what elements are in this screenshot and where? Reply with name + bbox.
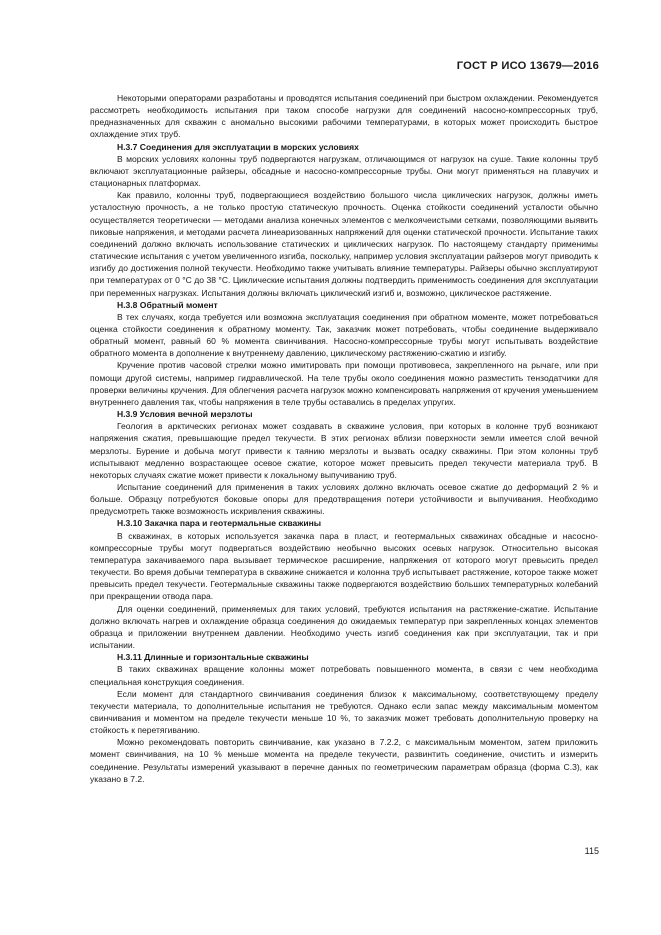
- section-heading: Н.3.7 Соединения для эксплуатации в морских условиях: [117, 141, 359, 152]
- section-heading: Н.3.8 Обратный момент: [117, 299, 218, 310]
- page-number: 115: [584, 846, 599, 856]
- section-heading: Н.3.11 Длинные и горизонтальные скважины: [117, 652, 309, 663]
- paragraph: В скважинах, в которых используется закачка пара в пласт, и геотермальных скважинах обсадные и насосно-компрессорные трубы могут подвергаться воздействию необычно высоких осевых нагрузок. Относительно высокая температура закачиваемого пара вызывает термическое расширение, напряжения от которого могут превысить предел текучести. Во время добычи температура в скважине снижается и колонна труб испытывает растяжение, которое также может превысить предел текучести. Геотермальные скважины также подвергаются воздействию больших температурных колебаний при прекращении отвода пара.: [90, 530, 598, 602]
- section-heading: Н.3.10 Закачка пара и геотермальные скважины: [117, 518, 322, 529]
- paragraph: Испытание соединений для применения в таких условиях должно включать осевое сжатие до деформаций 2 % и больше. Образцу потребуются боковые опоры для предотвращения потери устойчивости и выпучивания. Необходимо предусмотреть также возможность искривления скважины.: [90, 482, 598, 517]
- paragraph: Как правило, колонны труб, подвергающиеся воздействию большого числа циклических нагрузок, должны иметь усталостную прочность, а не только простую статическую прочность. Оценка стойкости соединений усталости обычно осуществляется теоретически — методами анализа конечных элементов с мелкоячеистыми сетками, позволяющими выявить пиковые напряжения, и методами расчета линеаризованных напряжений для оценки статической прочности. Испытание таких соединений должно включать использование статических и циклических нагрузок. По настоящему стандарту применимы статические испытания с учетом увеличенного изгиба, поскольку, например условия эксплуатации райзеров могут приводить к изгибу до достижения полной текучести. Необходимо также учитывать влияние температуры. Райзеры обычно эксплуатируют при температурах от 0 °С до 38 °С. Циклические испытания должны подтвердить применимость соединения для эксплуатации при переменных нагрузках. Испытания должны включать циклический изгиб и, возможно, циклическое растяжение.: [90, 190, 598, 298]
- paragraph: Если момент для стандартного свинчивания соединения близок к максимальному, соответствующему пределу текучести материала, то дополнительные испытания не требуются. Однако если запас между максимальным моментом свинчивания и моментом на пределе текучести меньше 10 %, то заказчик может требовать дополнительную проверку на стойкость к перетягиванию.: [90, 688, 598, 736]
- paragraph: В таких скважинах вращение колонны может потребовать повышенного момента, в связи с чем необходима специальная конструкция соединения.: [90, 664, 598, 687]
- document-header: ГОСТ Р ИСО 13679—2016: [456, 60, 599, 72]
- document-body: [90, 92, 598, 785]
- section-heading: Н.3.9 Условия вечной мерзлоты: [117, 409, 253, 420]
- paragraph: Можно рекомендовать повторить свинчивание, как указано в 7.2.2, с максимальным моментом, затем приложить момент свинчивания, на 10 % меньше момента на пределе текучести, развинтить соединение, очистить и измерить соединение. Результаты измерений указывают в перечне данных по геометрическим параметрам образца (форма С.3), как указано в 7.2.: [90, 737, 598, 784]
- paragraph: Геология в арктических регионах может создавать в скважине условия, при которых в колонне труб возникают напряжения сжатия, превышающие предел текучести. В этих регионах вблизи поверхности земли имеется слой вечной мерзлоты. Бурение и добыча могут привести к таянию мерзлоты и вызвать осадку скважины. При этом колонны труб испытывают медленно возрастающее осевое сжатие, которое может превысить предел текучести материала труб. В некоторых случаях сжатие может привести к локальному выпучиванию труб.: [90, 421, 598, 480]
- paragraph: Кручение против часовой стрелки можно имитировать при помощи противовеса, закрепленного на рычаге, или при помощи другой системы, например гидравлической. На теле трубы около соединения можно разместить тензодатчики для проверки величины кручения. Для облегчения расчета нагрузок можно компенсировать напряжения от кручения уменьшением внутреннего давления так, чтобы напряжения в теле трубы оставались в пределах упругих.: [90, 360, 598, 407]
- paragraph: В тех случаях, когда требуется или возможна эксплуатация соединения при обратном моменте, может потребоваться оценка стойкости соединения к обратному моменту. Так, заказчик может потребовать, чтобы соединение выдерживало обратный момент, равный 60 % момента свинчивания. Насосно-компрессорные трубы могут испытывать воздействие обратного момента в дополнение к внутреннему давлению, циклическому растяжению-сжатию и изгибу.: [90, 311, 598, 359]
- paragraph: В морских условиях колонны труб подвергаются нагрузкам, отличающимся от нагрузок на суше. Такие колонны труб включают эксплуатационные райзеры, обсадные и насосно-компрессорные трубы. Они могут применяться на плавучих и стационарных платформах.: [90, 153, 598, 189]
- paragraph: Для оценки соединений, применяемых для таких условий, требуются испытания на растяжение-сжатие. Испытание должно включать нагрев и охлаждение образца соединения до ожидаемых температур при закрепленных концах элементов образца и приложении внутреннем давлении. Необходимо учесть изгиб соединения как при эксплуатации, так и при испытании.: [90, 603, 598, 651]
- paragraph: Некоторыми операторами разработаны и проводятся испытания соединений при быстром охлаждении. Рекомендуется рассмотреть необходимость испытания при таком способе нагрузки для соединений насосно-компрессорных труб, предназначенных для скважин с аномально высокими рабочими температурами, в которых может происходить быстрое охлаждение этих труб.: [90, 93, 598, 140]
